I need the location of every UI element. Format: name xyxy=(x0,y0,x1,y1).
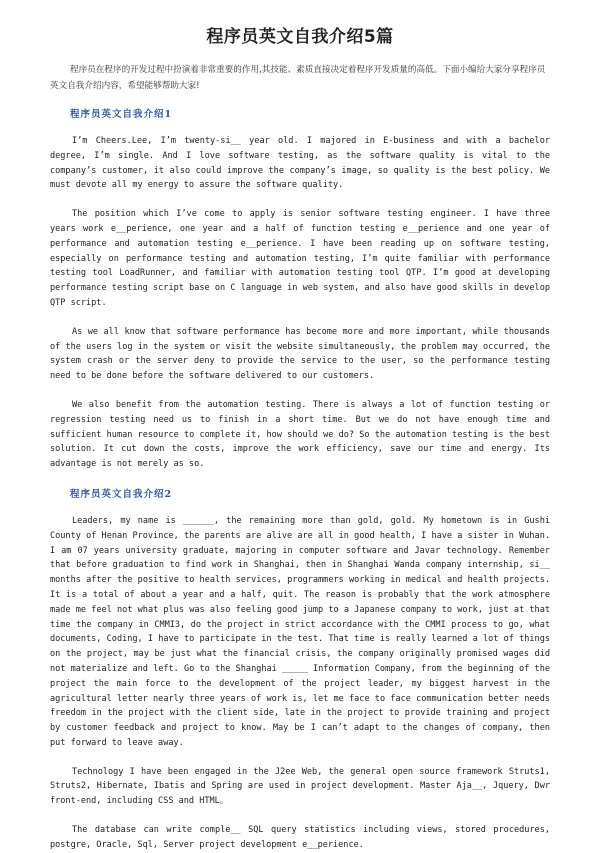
paragraph: The position which I’ve come to apply is senior software testing engineer. I have three years work e__perience, one year and a half of function testing e__perience and one year of performance and automation testing e__perience. I have been reading up on software testing, especially on performance testing and automation testing, I’m quite familiar with performance testing tool LoadRunner, and familiar with automation testing tool QTP. I’m good at developing performance testing script base on C language in web system, and also have good skills in develop QTP script. xyxy=(50,209,550,308)
section-2 xyxy=(50,486,550,853)
section-heading: 程序员英文自我介绍2 xyxy=(70,488,173,500)
paragraph: Leaders, my name is ______, the remaining more than gold, gold. My hometown is in Gushi County of Henan Province, the parents are alive are all in good health, I have a sister in Wuhan. I am 07 years university graduate, majoring in computer software and Javar technology. Remember that before graduation to find work in Shanghai, then in Shanghai Wanda company internship, si__ months after the positive to health services, programmers working in medical and health projects. It is a total of about a year and a half, quit. The reason is probably that the work atmosphere made me feel not what plus was also feeling good jump to a Japanese company to work, just at that time the company in CMMI3, do the project in strict accordance with the CMMI process to go, what documents, Coding, I have to participate in the test. That time is really learned a lot of things on the project, may be just what the financial crisis, the company originally promised wages did not materialize and left. Go to the Shanghai _____ Information Company, from the beginning of the project the main force to the development of the project leader, my biggest harvest in the agricultural letter nearly three years of work is, let me face to face communication better needs freedom in the project with the client side, late in the project to provide training and project by customer feedback and project to know. May be I can’t adapt to the changes of company, then put forward to leave away. xyxy=(50,515,550,748)
paragraph: The database can write comple__ SQL query statistics including views, stored procedures, postgre, Oracle, Sql, Server project development e__perience. xyxy=(50,825,550,850)
paragraph: Technology I have been engaged in the J2ee Web, the general open source framework Struts1, Struts2, Hibernate, Ibatis and Spring are used in project development. Master Aja__, Jquery, Dwr front-end, including CSS and HTML。 xyxy=(50,766,550,807)
paragraph: We also benefit from the automation testing. There is always a lot of function testing or regression testing need us to finish in a short time. But we do not have enough time and sufficient human resource to complete it, how should we do? So the automation testing is the best solution. It cut down the costs, improve the work efficiency, save our time and energy. Its advantage is not merely as so. xyxy=(50,399,550,470)
paragraph: As we all know that software performance has become more and more important, while thousands of the users log in the system or visit the website simultaneously, the problem may occurred, the system crash or the server deny to provide the service to the user, so the performance testing need to be done before the software delivered to our customers. xyxy=(50,326,550,382)
intro-paragraph: 程序员在程序的开发过程中扮演着非常重要的作用,其技能、素质直接决定着程序开发质量的高低。下面小编给大家分享程序员英文自我介绍内容，希望能够帮助大家! xyxy=(50,65,546,91)
document-title: 程序员英文自我介绍5篇 xyxy=(206,27,394,47)
section-1 xyxy=(50,106,550,472)
paragraph: I’m Cheers.Lee, I’m twenty-si__ year old. I majored in E-business and with a bachelor degree, I’m single. And I love software testing, as the software quality is vital to the company’s customer, it also could improve the company’s image, so quality is the best policy. We must devote all my energy to assure the software quality. xyxy=(50,136,550,191)
section-heading: 程序员英文自我介绍1 xyxy=(70,109,173,120)
